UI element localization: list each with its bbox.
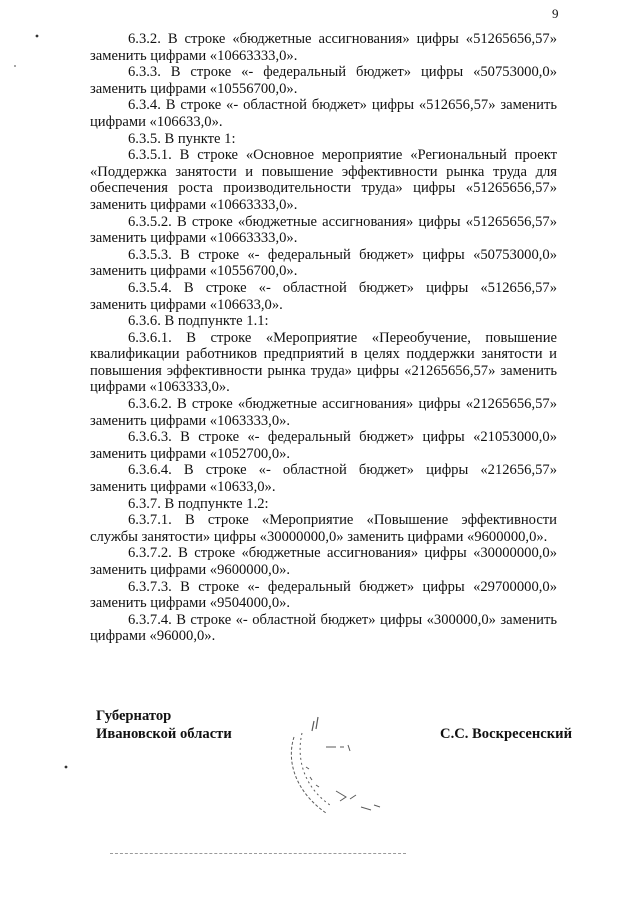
signatory-region: Ивановской области (96, 726, 232, 742)
paragraph-6-3-7-2: 6.3.7.2. В строке «бюджетные ассигнования» цифры «30000000,0» заменить цифрами «9600000,0». (90, 545, 557, 578)
paragraph-6-3-6-3: 6.3.6.3. В строке «- федеральный бюджет» цифры «21053000,0» заменить цифрами «1052700,0». (90, 429, 557, 462)
paragraph-6-3-6-2: 6.3.6.2. В строке «бюджетные ассигнования» цифры «21265656,57» заменить цифрами «1063333,0». (90, 396, 557, 429)
scan-speck (65, 766, 68, 769)
scan-speck (14, 65, 16, 67)
signatory-name: С.С. Воскресенский (440, 726, 572, 742)
paragraph-6-3-7: 6.3.7. В подпункте 1.2: (128, 495, 269, 512)
scan-speck (36, 35, 39, 38)
paragraph-6-3-2: 6.3.2. В строке «бюджетные ассигнования» цифры «51265656,57» заменить цифрами «10663333,0». (90, 31, 557, 64)
paragraph-6-3-3: 6.3.3. В строке «- федеральный бюджет» цифры «50753000,0» заменить цифрами «10556700,0». (90, 64, 557, 97)
paragraph-6-3-7-1: 6.3.7.1. В строке «Мероприятие «Повышение эффективности службы занятости» цифры «30000000,0» заменить цифрами «9600000,0». (90, 512, 557, 545)
signatory-position: Губернатор (96, 708, 172, 724)
paragraph-6-3-4: 6.3.4. В строке «- областной бюджет» цифры «512656,57» заменить цифрами «106633,0». (90, 97, 557, 130)
paragraph-6-3-7-4: 6.3.7.4. В строке «- областной бюджет» цифры «300000,0» заменить цифрами «96000,0». (90, 611, 557, 645)
page-number: 9 (552, 6, 559, 21)
bottom-rule (110, 853, 406, 854)
paragraph-6-3-6: 6.3.6. В подпункте 1.1: (128, 313, 269, 330)
paragraph-6-3-5-3: 6.3.5.3. В строке «- федеральный бюджет» цифры «50753000,0» заменить цифрами «10556700,0». (90, 246, 557, 280)
paragraph-6-3-7-3: 6.3.7.3. В строке «- федеральный бюджет» цифры «29700000,0» заменить цифрами «9504000,0». (90, 578, 557, 612)
paragraph-6-3-5-4: 6.3.5.4. В строке «- областной бюджет» цифры «512656,57» заменить цифрами «106633,0». (90, 279, 557, 313)
paragraph-6-3-5-1: 6.3.5.1. В строке «Основное мероприятие «Региональный проект «Поддержка занятости и повышение эффективности рынка труда для обеспечения роста производительности труда» цифры «51265656,57» заменить цифрами «10663333,0». (90, 147, 557, 213)
paragraph-6-3-5: 6.3.5. В пункте 1: (128, 130, 236, 147)
paragraph-6-3-6-1: 6.3.6.1. В строке «Мероприятие «Переобучение, повышение квалификации работников предприятий в целях поддержки занятости и повышения эффективности рынка труда» цифры «21265656,57» заменить цифрами «1063333,0». (90, 329, 557, 396)
paragraph-6-3-5-2: 6.3.5.2. В строке «бюджетные ассигнования» цифры «51265656,57» заменить цифрами «10663333,0». (90, 213, 557, 247)
paragraph-6-3-6-4: 6.3.6.4. В строке «- областной бюджет» цифры «212656,57» заменить цифрами «10633,0». (90, 462, 557, 496)
